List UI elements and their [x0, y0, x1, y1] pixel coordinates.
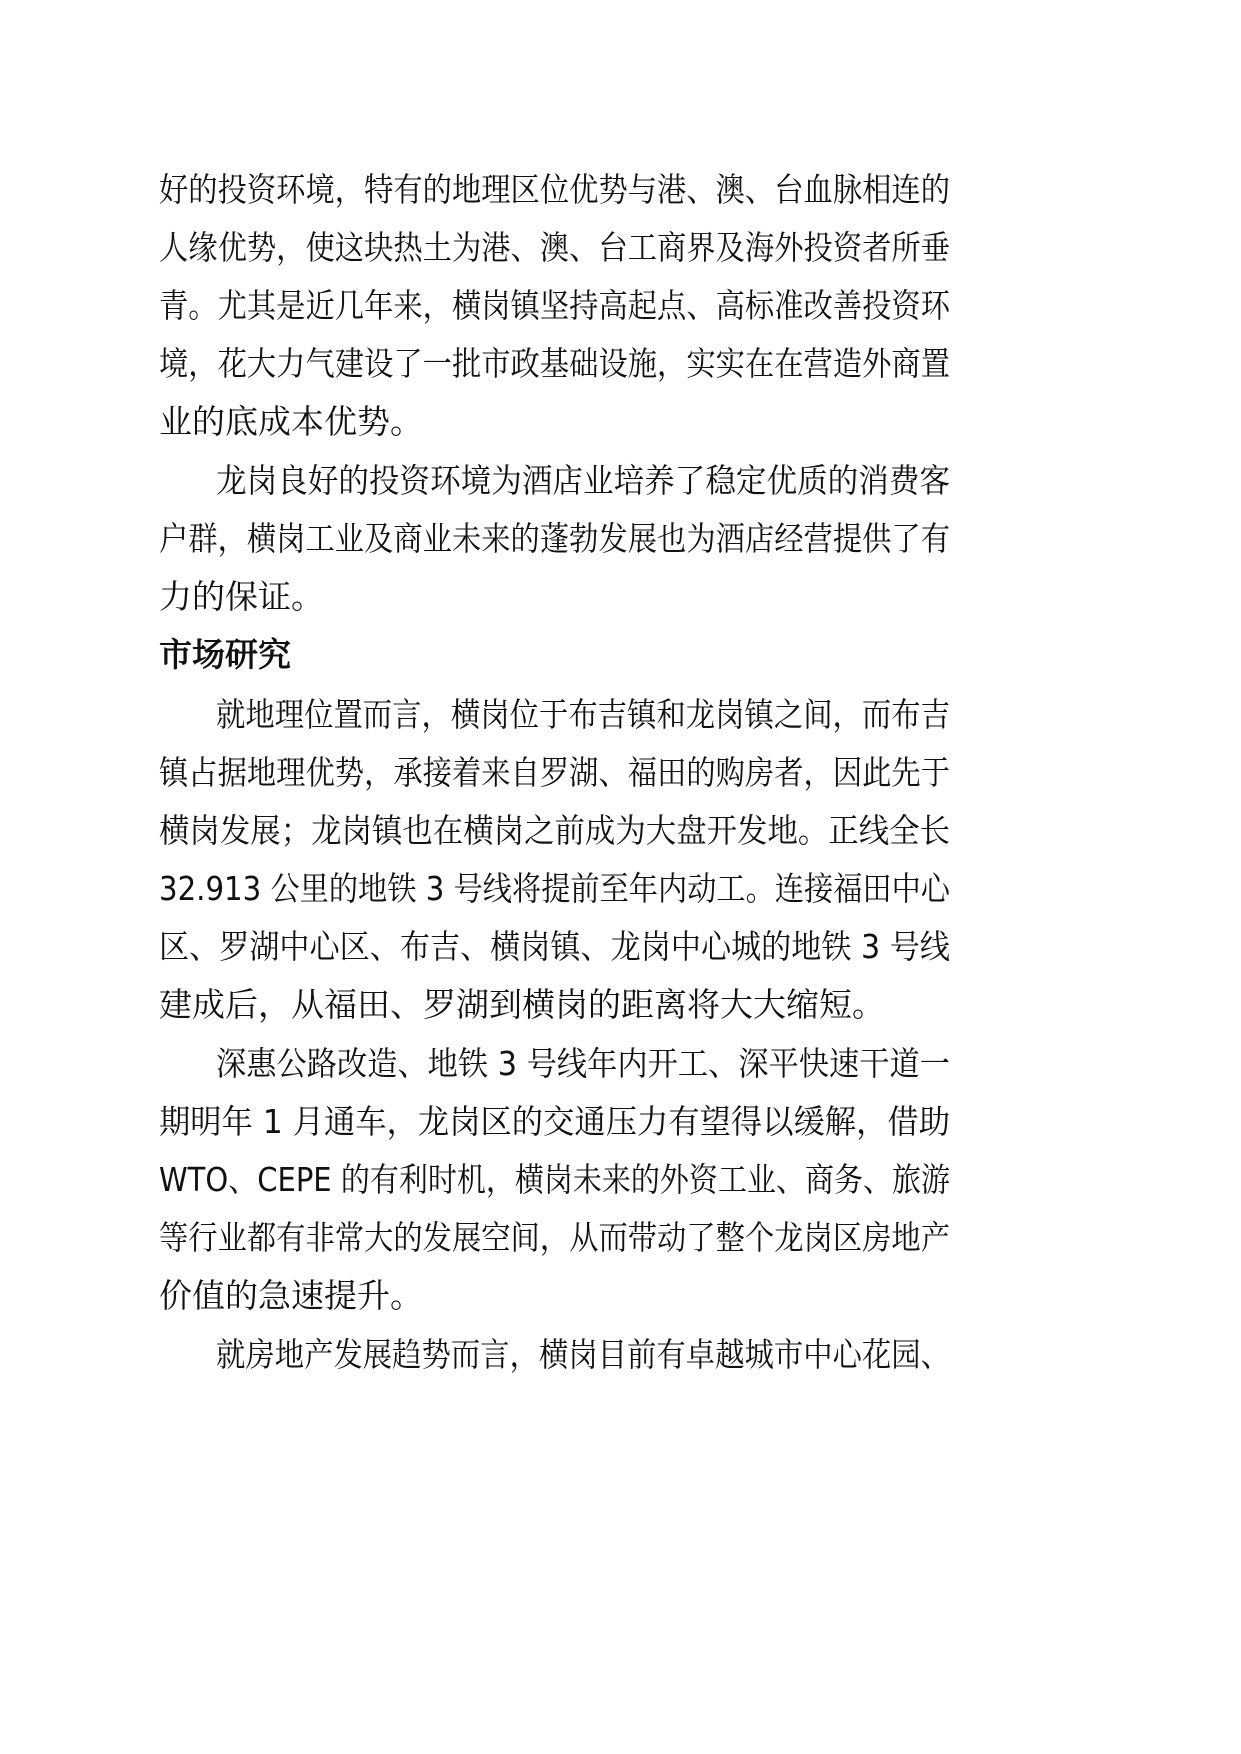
paragraph-line: 好的投资环境，特有的地理区位优势与港、澳、台血脉相连的 — [159, 170, 950, 209]
paragraph-line: 深惠公路改造、地铁 3 号线年内开工、深平快速干道一 — [216, 1044, 950, 1083]
paragraph-line: WTO、CEPE 的有利时机，横岗未来的外资工业、商务、旅游 — [159, 1160, 950, 1199]
paragraph-line: 就房地产发展趋势而言，横岗目前有卓越城市中心花园、 — [216, 1335, 950, 1374]
paragraph-line: 青。尤其是近几年来，横岗镇坚持高起点、高标准改善投资环 — [159, 286, 950, 325]
paragraph-line: 龙岗良好的投资环境为酒店业培养了稳定优质的消费客 — [216, 461, 950, 500]
paragraph-line: 力的保证。 — [159, 577, 324, 616]
paragraph-line: 期明年 1 月通车，龙岗区的交通压力有望得以缓解，借助 — [159, 1102, 950, 1141]
paragraph-line: 境，花大力气建设了一批市政基础设施，实实在在营造外商置 — [159, 344, 950, 383]
paragraph-line: 镇占据地理优势，承接着来自罗湖、福田的购房者，因此先于 — [159, 753, 950, 792]
paragraph-line: 建成后，从福田、罗湖到横岗的距离将大大缩短。 — [159, 985, 885, 1024]
section-heading: 市场研究 — [159, 635, 291, 674]
paragraph-line: 业的底成本优势。 — [159, 402, 423, 441]
paragraph-line: 等行业都有非常大的发展空间，从而带动了整个龙岗区房地产 — [159, 1218, 950, 1257]
paragraph-line: 32.913 公里的地铁 3 号线将提前至年内动工。连接福田中心 — [159, 869, 950, 908]
paragraph-line: 区、罗湖中心区、布吉、横岗镇、龙岗中心城的地铁 3 号线 — [159, 927, 950, 966]
paragraph-line: 人缘优势，使这块热土为港、澳、台工商界及海外投资者所垂 — [159, 228, 950, 267]
paragraph-line: 户群，横岗工业及商业未来的蓬勃发展也为酒店经营提供了有 — [159, 519, 950, 558]
paragraph-line: 价值的急速提升。 — [159, 1276, 423, 1315]
paragraph-line: 就地理位置而言，横岗位于布吉镇和龙岗镇之间，而布吉 — [216, 695, 950, 734]
paragraph-line: 横岗发展；龙岗镇也在横岗之前成为大盘开发地。正线全长 — [159, 811, 950, 850]
